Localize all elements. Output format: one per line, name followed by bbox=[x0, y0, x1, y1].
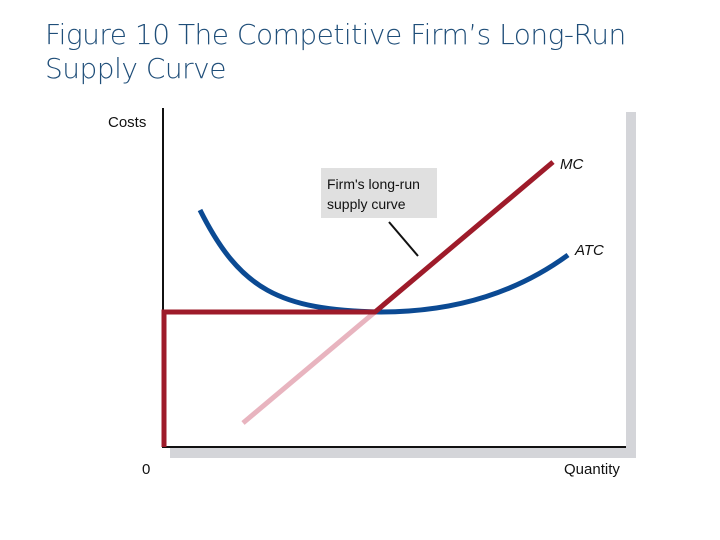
callout-line-1: Firm's long-run bbox=[327, 176, 420, 192]
slide-title-line-1: Figure 10 The Competitive Firm’s Long-Run bbox=[45, 18, 626, 51]
atc-curve bbox=[200, 210, 568, 312]
supply-curve-callout bbox=[321, 168, 437, 218]
callout-pointer bbox=[389, 222, 418, 256]
y-axis-label: Costs bbox=[108, 114, 147, 131]
x-axis-label: Quantity bbox=[564, 461, 620, 478]
mc-label: MC bbox=[560, 156, 584, 173]
origin-label: 0 bbox=[142, 461, 151, 478]
slide-title-line-2: Supply Curve bbox=[45, 52, 226, 85]
callout-line-2: supply curve bbox=[327, 196, 406, 212]
atc-label: ATC bbox=[575, 242, 604, 259]
mc-curve-lower-segment bbox=[243, 312, 375, 423]
